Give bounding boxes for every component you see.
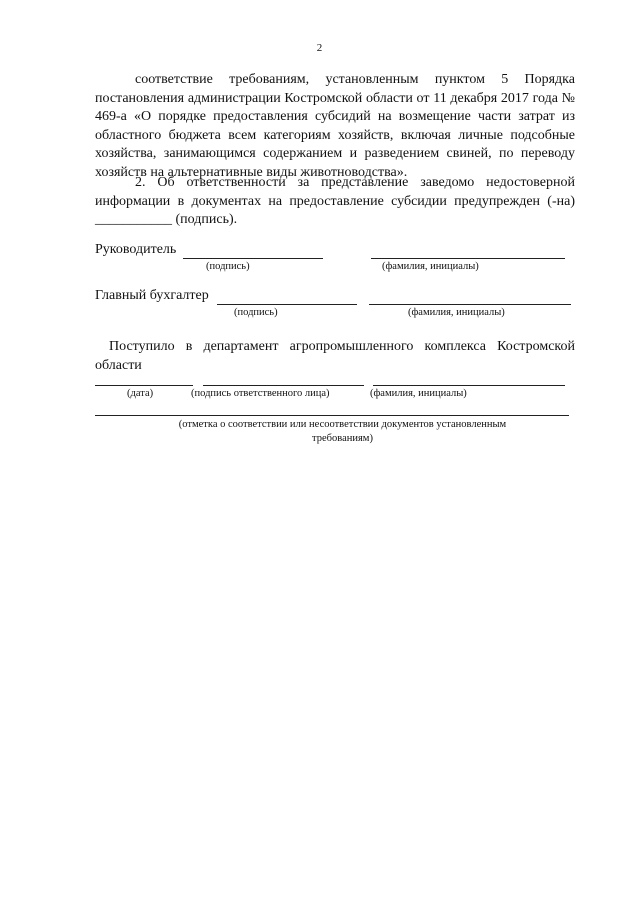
head-label: Руководитель <box>95 242 177 257</box>
receipt-name-line <box>373 385 565 386</box>
accountant-name-line <box>369 304 571 305</box>
paragraph-requirements: соответствие требованиям, установленным пунктом 5 Порядка постановления администрации Костромской области от 11 декабря 2017 года № 469-а «О порядке предоставления субсидий на возмещение части затрат из областного бюджета всем категориям хозяйств, включая личные подсобные хозяйства, занимающимся содержанием и разведением свиней, по переводу хозяйств на альтернативные виды животноводства». <box>95 72 575 180</box>
head-name-caption: (фамилия, инициалы) <box>382 261 479 272</box>
page-number: 2 <box>316 42 323 54</box>
receipt-date-caption: (дата) <box>127 388 154 399</box>
accountant-signature-caption: (подпись) <box>234 307 278 318</box>
receipt-name-caption: (фамилия, инициалы) <box>370 388 467 399</box>
receipt-date-line <box>95 385 193 386</box>
compliance-line <box>95 415 569 416</box>
paragraph-responsibility: 2. Об ответственности за представление заведомо недостоверной информации в документах на предоставление субсидии предупрежден (-на) ___________ (подпись). <box>95 175 575 227</box>
receipt-text: Поступило в департамент агропромышленного комплекса Костромской области <box>95 339 575 373</box>
accountant-signature-line <box>217 304 357 305</box>
head-signature-caption: (подпись) <box>206 261 250 272</box>
accountant-label: Главный бухгалтер <box>95 288 209 303</box>
head-name-line <box>371 258 565 259</box>
head-signature-line <box>183 258 323 259</box>
compliance-caption: (отметка о соответствии или несоответствии документов установленным требованиям) <box>178 419 507 444</box>
receipt-signature-line <box>203 385 364 386</box>
receipt-signature-caption: (подпись ответственного лица) <box>191 388 330 399</box>
accountant-name-caption: (фамилия, инициалы) <box>408 307 505 318</box>
